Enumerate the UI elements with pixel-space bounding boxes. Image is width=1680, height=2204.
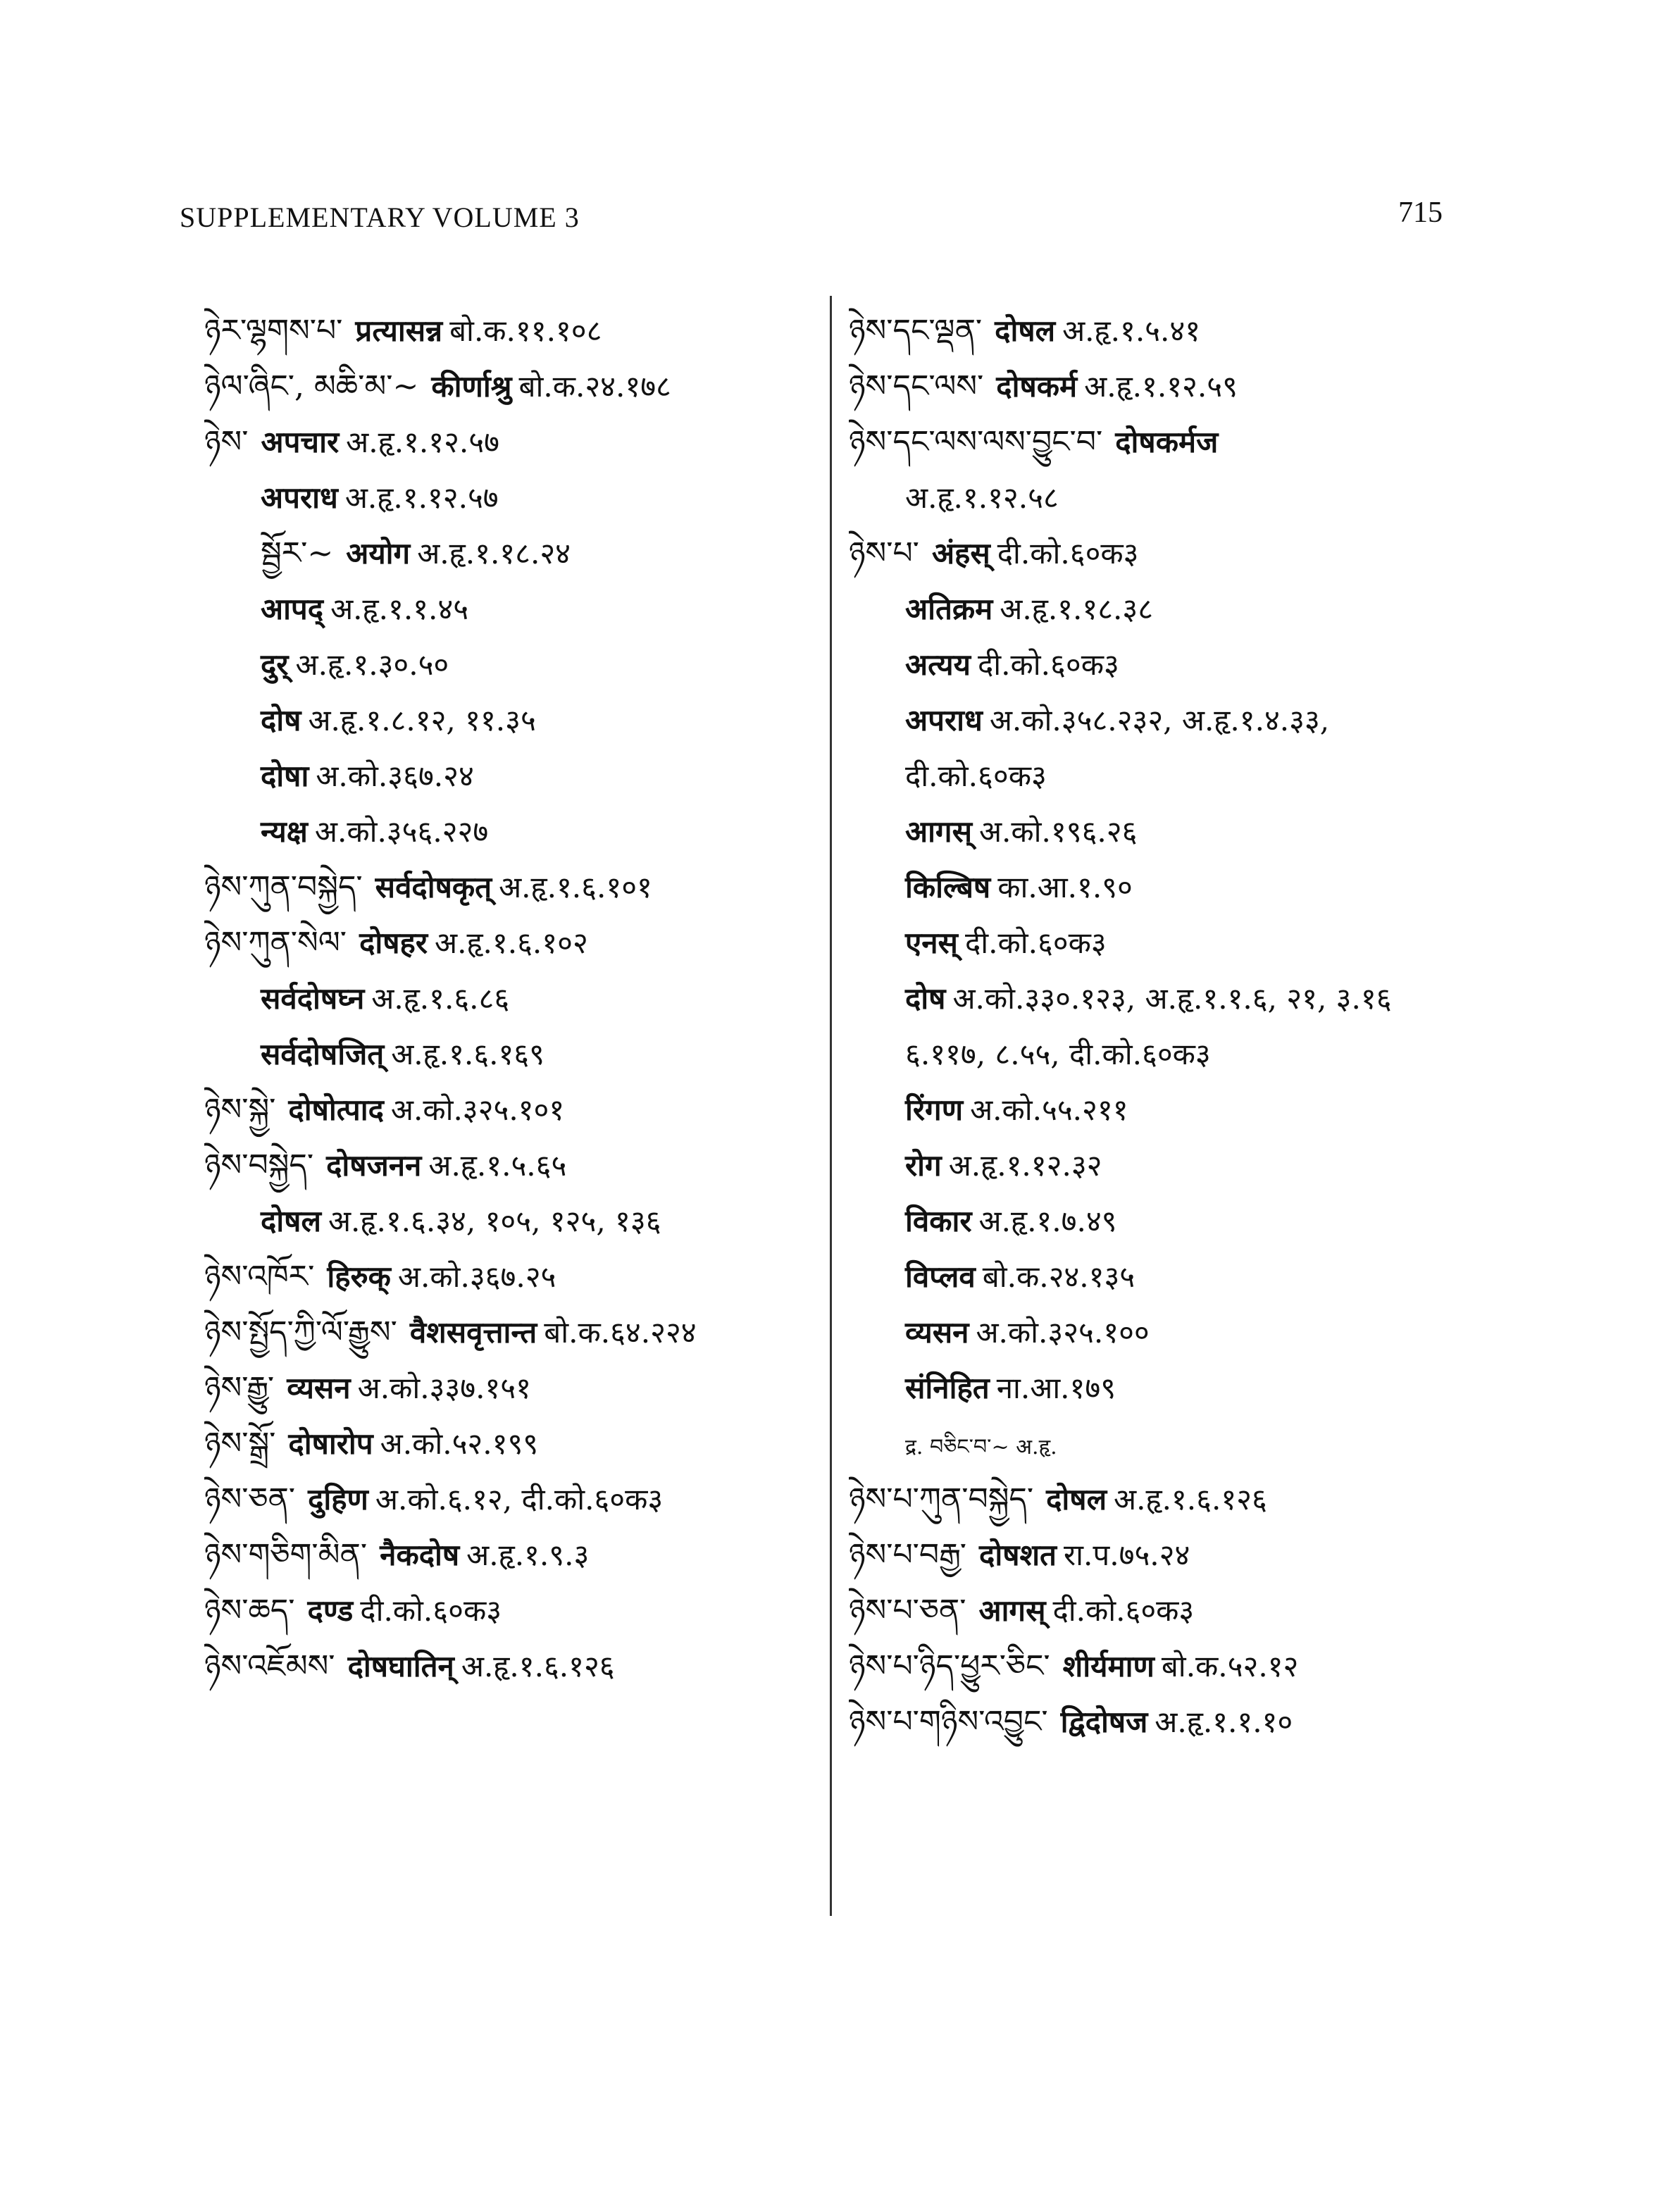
- tibetan-term: སྦྱོར་~: [261, 535, 334, 571]
- tibetan-term: ཉེས་པ་བརྒྱ་: [849, 1537, 967, 1573]
- dictionary-entry: [849, 1583, 1483, 1638]
- sanskrit-equivalent: आपद्: [261, 592, 324, 626]
- source-reference: अ.को.३३०.१२३, अ.हृ.१.१.६, २१, ३.१६: [952, 981, 1392, 1016]
- source-reference: अ.हृ.१.१२.५८: [905, 480, 1059, 515]
- sanskrit-equivalent: दोषा: [261, 759, 309, 793]
- source-reference: दी.को.६०क३: [964, 926, 1107, 960]
- dictionary-entry: [849, 1527, 1483, 1583]
- source-reference: अ.को.१९६.२६: [978, 814, 1138, 849]
- source-reference: अ.हृ.१.६.१२६: [1114, 1482, 1267, 1517]
- tibetan-term: ཉེས་ཀུན་སེལ་: [204, 925, 347, 961]
- sanskrit-equivalent: हिरुक्: [327, 1259, 391, 1294]
- dictionary-entry: [204, 1305, 824, 1360]
- sanskrit-equivalent: दोष: [905, 981, 946, 1016]
- source-reference: अ.हृ.१.३०.५०: [295, 647, 449, 682]
- source-reference: अ.को.३५८.२३२, अ.हृ.१.४.३३,: [989, 703, 1330, 737]
- sanskrit-equivalent: रोग: [905, 1148, 942, 1183]
- sanskrit-equivalent: दोष: [261, 703, 301, 737]
- sanskrit-equivalent: आगस्: [978, 1593, 1046, 1628]
- dictionary-entry: [204, 359, 824, 414]
- sanskrit-equivalent: एनस्: [905, 926, 958, 960]
- dictionary-entry: [204, 581, 824, 637]
- tibetan-term: ཉེལ་ཞིང་, མཆི་མ་~: [204, 368, 419, 404]
- sanskrit-equivalent: शीर्यमाण: [1062, 1649, 1155, 1683]
- dictionary-entry: [849, 581, 1483, 637]
- dictionary-entry: [204, 1082, 824, 1138]
- source-reference: अ.हृ.१.७.४९: [978, 1204, 1117, 1238]
- source-reference: अ.हृ.१.५.४१: [1062, 313, 1201, 348]
- dictionary-entry: [849, 1638, 1483, 1694]
- sanskrit-equivalent: किल्बिष: [905, 870, 991, 904]
- dictionary-entry: [204, 1249, 824, 1305]
- sanskrit-equivalent: द्विदोषज: [1060, 1705, 1148, 1739]
- source-reference: अ.हृ.१.९.३: [466, 1538, 590, 1572]
- dictionary-entry: [204, 470, 824, 525]
- sanskrit-equivalent: रिंगण: [905, 1092, 964, 1127]
- tibetan-term: ཉེས་འཇོམས་: [204, 1648, 335, 1684]
- source-reference: बो.क.६४.२२४: [544, 1315, 697, 1350]
- sanskrit-equivalent: दोषल: [261, 1204, 321, 1238]
- dictionary-entry: [204, 637, 824, 692]
- source-reference: ना.आ.१७९: [996, 1371, 1116, 1405]
- dictionary-entry: [204, 1360, 824, 1416]
- tibetan-term: ཉེས་འཁོར་: [204, 1259, 315, 1295]
- tibetan-term: ཉེས་བསྐྱེད་: [204, 1147, 314, 1183]
- source-reference: अ.हृ.१.६.१०२: [435, 926, 588, 960]
- sanskrit-equivalent: दोषकर्म: [996, 369, 1078, 404]
- dictionary-entry: [849, 1193, 1483, 1249]
- source-reference: अ.को.५५.२११: [970, 1092, 1128, 1127]
- dictionary-entry: [204, 915, 824, 971]
- sanskrit-equivalent: दोषल: [995, 313, 1056, 348]
- source-reference: रा.प.७५.२४: [1064, 1538, 1190, 1572]
- sanskrit-equivalent: अपराध: [905, 703, 983, 737]
- source-reference: अ.हृ.१.१२.५७: [344, 480, 499, 515]
- sanskrit-equivalent: वैशसवृत्तान्त: [409, 1315, 537, 1350]
- tibetan-term: ཉེས་དང་ལས་: [849, 368, 984, 404]
- source-reference: अ.हृ.१.१८.२४: [417, 536, 571, 571]
- sanskrit-equivalent: सर्वदोषघ्न: [261, 981, 365, 1016]
- sanskrit-equivalent: दुर्: [261, 647, 289, 682]
- sanskrit-equivalent: नैकदोष: [380, 1538, 460, 1572]
- dictionary-entry: [204, 971, 824, 1026]
- sanskrit-equivalent: दोषोत्पाद: [288, 1092, 384, 1127]
- source-reference: अ.हृ.१.६.१२६: [461, 1649, 615, 1683]
- dictionary-entry: [849, 1026, 1483, 1082]
- dictionary-entry: [204, 1638, 824, 1694]
- dictionary-entry: [204, 1527, 824, 1583]
- tibetan-term: ཉེས་པ་ཀུན་བསྐྱེད་: [849, 1481, 1034, 1517]
- source-reference: दी.को.६०क३: [905, 759, 1047, 793]
- sanskrit-equivalent: न्यक्ष: [261, 814, 308, 849]
- sanskrit-equivalent: कीर्णाश्रु: [431, 369, 512, 404]
- sanskrit-equivalent: सर्वदोषजित्: [261, 1037, 385, 1071]
- tibetan-term: ཉེས་: [204, 424, 249, 460]
- source-reference: अ.को.३५६.२२७: [314, 814, 489, 849]
- source-reference: अ.हृ.१.६.८६: [371, 981, 510, 1016]
- dictionary-entry: [849, 1138, 1483, 1193]
- sanskrit-equivalent: विकार: [905, 1204, 972, 1238]
- dictionary-entry: [849, 303, 1483, 359]
- dictionary-entry: [849, 804, 1483, 859]
- dictionary-entry: [204, 1026, 824, 1082]
- left-column: [204, 303, 824, 1694]
- dictionary-entry: [204, 1138, 824, 1193]
- sanskrit-equivalent: प्रत्यासन्न: [355, 313, 443, 348]
- tibetan-term: ཉེས་གཅིག་མིན་: [204, 1537, 368, 1573]
- dictionary-entry: [849, 1694, 1483, 1750]
- dictionary-entry: [849, 359, 1483, 414]
- tibetan-term: ཉེས་ཀུན་བསྐྱེད་: [204, 869, 363, 905]
- source-reference: बो.क.२४.१३५: [982, 1259, 1135, 1294]
- tibetan-term: ཉེས་ཅན་: [204, 1481, 296, 1517]
- tibetan-term: ཉེས་སྒྲོ་: [204, 1426, 276, 1462]
- sanskrit-equivalent: दोषकर्मज: [1115, 425, 1219, 459]
- source-reference: अ.हृ.१.१.४५: [330, 592, 469, 626]
- right-column: [849, 303, 1483, 1750]
- source-reference: बो.क.११.१०८: [449, 313, 602, 348]
- dictionary-entry: [204, 1471, 824, 1527]
- dictionary-entry: [849, 525, 1483, 581]
- source-reference: अ.को.३६७.२५: [397, 1259, 556, 1294]
- dictionary-entry: [204, 1583, 824, 1638]
- tibetan-term: ཉེས་པ་ཉིད་ཕྱུར་ཅིང་: [849, 1648, 1050, 1684]
- dictionary-entry: [204, 525, 824, 581]
- source-reference: द्र. བཅིང་བ་~ अ.हृ.: [905, 1435, 1057, 1459]
- source-reference: अ.हृ.१.६.३४, १०५, १२५, १३६: [328, 1204, 661, 1238]
- source-reference: का.आ.१.९०: [997, 870, 1133, 904]
- sanskrit-equivalent: दोषघातिन्: [347, 1649, 454, 1683]
- dictionary-entry: [849, 414, 1483, 470]
- source-reference: दी.को.६०क३: [978, 647, 1119, 682]
- dictionary-entry: [849, 637, 1483, 692]
- sanskrit-equivalent: व्यसन: [905, 1315, 969, 1350]
- source-reference: बो.क.५२.१२: [1161, 1649, 1299, 1683]
- dictionary-entry: [849, 915, 1483, 971]
- dictionary-entry: [849, 692, 1483, 748]
- sanskrit-equivalent: सर्वदोषकृत्: [375, 870, 492, 904]
- tibetan-term: ཉེས་དང་ལྡན་: [849, 313, 983, 349]
- running-title: SUPPLEMENTARY VOLUME 3: [180, 201, 580, 233]
- sanskrit-equivalent: अयोग: [346, 536, 411, 571]
- tibetan-term: ཉེས་པ་ཅན་: [849, 1593, 966, 1629]
- tibetan-term: ཉེས་ཆད་: [204, 1593, 295, 1629]
- dictionary-entry: [849, 1305, 1483, 1360]
- source-reference: अ.को.३२५.१००: [976, 1315, 1150, 1350]
- dictionary-entry: [204, 1416, 824, 1471]
- source-reference: ६.११७, ८.५५, दी.को.६०क३: [905, 1037, 1211, 1071]
- source-reference: अ.को.५२.१९९: [380, 1426, 539, 1461]
- tibetan-term: ཉེར་ལྷགས་པ་: [204, 313, 343, 349]
- dictionary-entry: [849, 971, 1483, 1026]
- dictionary-entry: [204, 748, 824, 804]
- source-reference: अ.हृ.१.१.१०: [1155, 1705, 1293, 1739]
- tibetan-term: ཉེས་པ་གཉིས་འབྱུང་: [849, 1704, 1048, 1740]
- sanskrit-equivalent: दोषारोप: [288, 1426, 373, 1461]
- source-reference: अ.हृ.१.६.१६९: [391, 1037, 545, 1071]
- dictionary-entry: [849, 1360, 1483, 1416]
- sanskrit-equivalent: अपराध: [261, 480, 338, 515]
- sanskrit-equivalent: विप्लव: [905, 1259, 976, 1294]
- page-number: 715: [1398, 197, 1443, 229]
- dictionary-entry: [204, 692, 824, 748]
- dictionary-entry: [849, 1471, 1483, 1527]
- dictionary-entry: [204, 414, 824, 470]
- dictionary-entry: [849, 859, 1483, 915]
- sanskrit-equivalent: दुहिण: [308, 1482, 368, 1517]
- source-reference: दी.को.६०क३: [997, 536, 1139, 571]
- dictionary-entry: [204, 1193, 824, 1249]
- dictionary-entry: [204, 303, 824, 359]
- source-reference: दी.को.६०क३: [360, 1593, 502, 1628]
- sanskrit-equivalent: व्यसन: [287, 1371, 351, 1405]
- source-reference: दी.को.६०क३: [1052, 1593, 1195, 1628]
- source-reference: अ.हृ.१.१२.५९: [1084, 369, 1238, 404]
- tibetan-term: ཉེས་རྒྱུ་: [204, 1370, 275, 1406]
- source-reference: बो.क.२४.१७८: [518, 369, 671, 404]
- column-divider: [830, 296, 832, 1916]
- dictionary-entry: [204, 804, 824, 859]
- source-reference: अ.हृ.१.५.६५: [428, 1148, 567, 1183]
- sanskrit-equivalent: अतिक्रम: [905, 592, 993, 626]
- sanskrit-equivalent: दोषजनन: [326, 1148, 422, 1183]
- source-reference: अ.हृ.१.१२.३२: [948, 1148, 1102, 1183]
- sanskrit-equivalent: दोषशत: [979, 1538, 1057, 1572]
- tibetan-term: ཉེས་སྐྱེ་: [204, 1092, 276, 1128]
- dictionary-entry: [849, 1082, 1483, 1138]
- dictionary-entry: [849, 470, 1483, 525]
- source-reference: अ.को.३३७.१५१: [357, 1371, 531, 1405]
- sanskrit-equivalent: संनिहित: [905, 1371, 990, 1405]
- sanskrit-equivalent: दण्ड: [307, 1593, 354, 1628]
- dictionary-entry: [849, 1249, 1483, 1305]
- tibetan-term: ཉེས་པ་: [849, 535, 919, 571]
- source-reference: अ.को.६.१२, दी.को.६०क३: [375, 1482, 664, 1517]
- sanskrit-equivalent: दोषल: [1046, 1482, 1107, 1517]
- dictionary-entry: [849, 1416, 1483, 1471]
- sanskrit-equivalent: अत्यय: [905, 647, 971, 682]
- source-reference: अ.को.३६७.२४: [316, 759, 474, 793]
- dictionary-entry: [204, 859, 824, 915]
- source-reference: अ.को.३२५.१०१: [390, 1092, 565, 1127]
- source-reference: अ.हृ.१.१२.५७: [346, 425, 499, 459]
- sanskrit-equivalent: अंहस्: [931, 536, 990, 571]
- sanskrit-equivalent: आगस्: [905, 814, 972, 849]
- source-reference: अ.हृ.१.१८.३८: [1000, 592, 1154, 626]
- source-reference: अ.हृ.१.६.१०१: [499, 870, 652, 904]
- sanskrit-equivalent: अपचार: [261, 425, 340, 459]
- sanskrit-equivalent: दोषहर: [359, 926, 428, 960]
- source-reference: अ.हृ.१.८.१२, ११.३५: [308, 703, 536, 737]
- tibetan-term: ཉེས་དང་ལས་ལས་བྱུང་བ་: [849, 424, 1103, 460]
- tibetan-term: ཉེས་སྤྱོད་ཀྱི་ལོ་རྒྱུས་: [204, 1314, 397, 1350]
- dictionary-entry: [849, 748, 1483, 804]
